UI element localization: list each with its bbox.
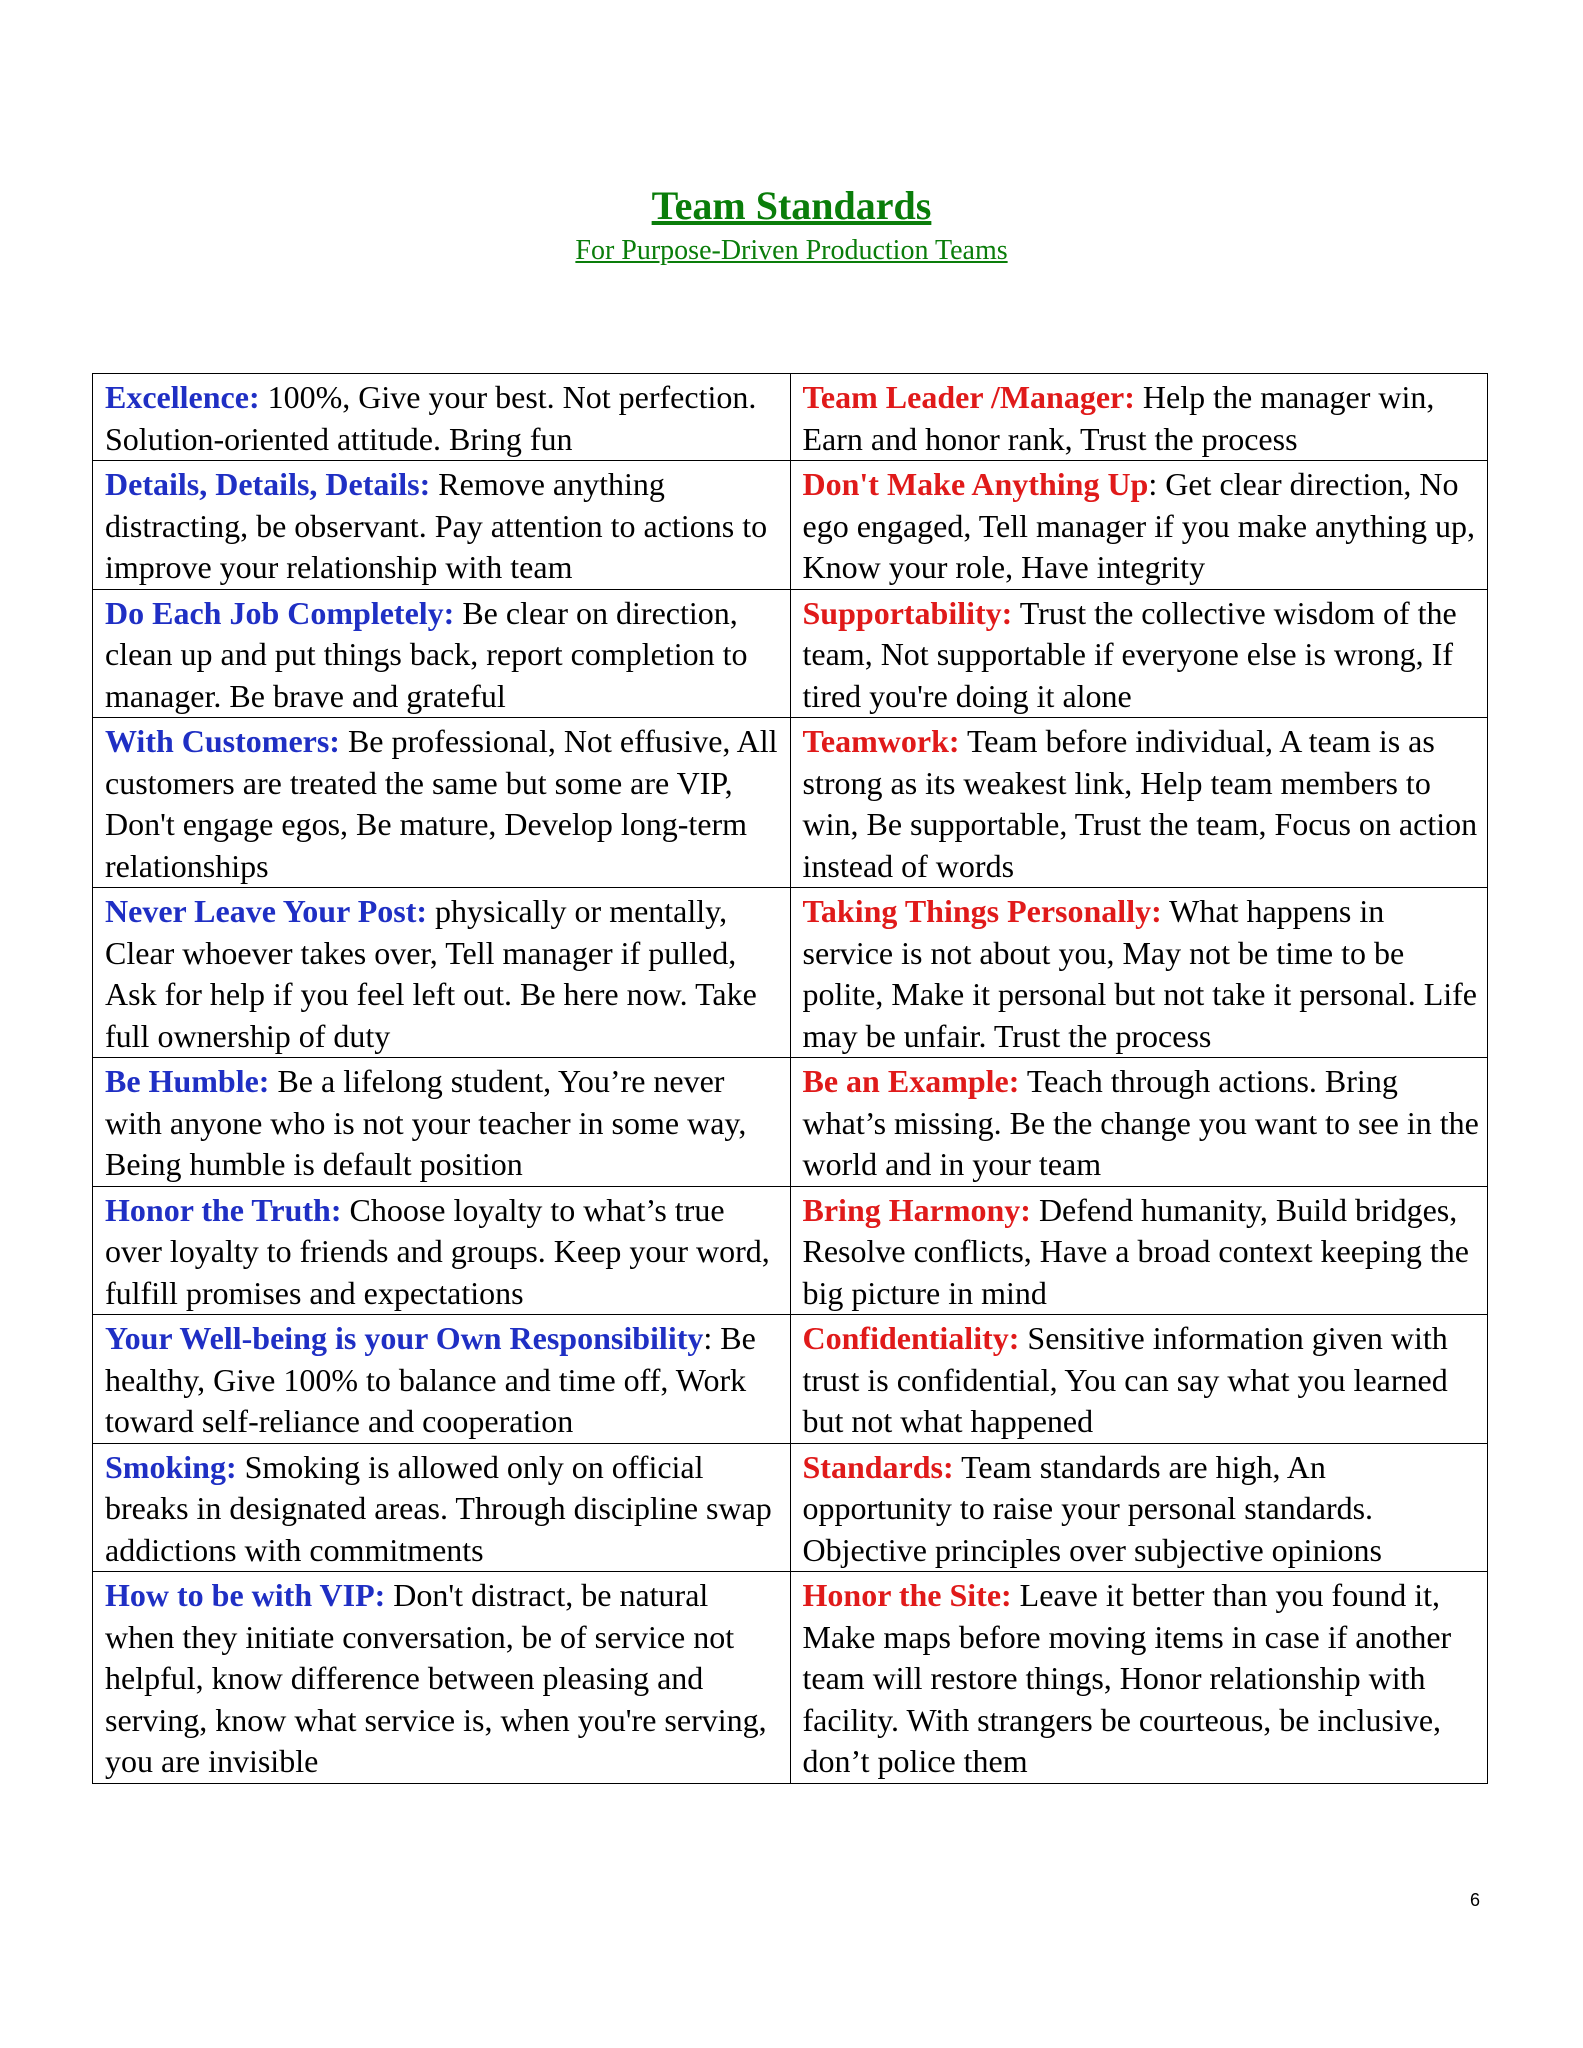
standard-label: Confidentiality: (802, 1320, 1020, 1356)
standard-cell-right (790, 718, 1488, 888)
standard-text: physically or mentally, Clear whoever takes over, Tell manager if pulled, Ask for help if you feel left out. Be here now. Take full ownership of duty (105, 893, 757, 1054)
standard-cell-right (790, 374, 1488, 461)
standard-cell-left (93, 374, 791, 461)
standard-label: Bring Harmony: (802, 1191, 1031, 1228)
standard-cell-right (790, 888, 1488, 1058)
standard-cell-left (93, 1572, 791, 1784)
standard-label: Excellence: (105, 379, 260, 415)
standard-text: Sensitive information given with trust is confidential, You can say what you learned but not what happened (802, 1320, 1448, 1439)
standard-label: Team Leader /Manager: (802, 379, 1135, 415)
standards-table (92, 373, 1488, 1784)
standard-cell-left (93, 888, 791, 1058)
standard-text: Leave it better than you found it, Make maps before moving items in case if another team will restore things, Honor relationship with facility. With strangers be courteous, be inclusive, don’t police them (802, 1577, 1452, 1779)
standard-label: Teamwork: (802, 723, 960, 759)
standard-text: Help the manager win, Earn and honor rank, Trust the process (802, 379, 1435, 457)
standard-label: Taking Things Personally: (802, 893, 1162, 929)
standard-text: Team before individual, A team is as strong as its weakest link, Help team members to win, Be supportable, Trust the team, Focus on action instead of words (802, 723, 1478, 884)
table-row (93, 461, 1488, 590)
table-row (93, 1058, 1488, 1187)
standard-text: Be professional, Not effusive, All customers are treated the same but some are VIP, Don't engage egos, Be mature, Develop long-term relationships (105, 723, 778, 884)
standard-cell-left (93, 1058, 791, 1187)
standard-label: Standards: (802, 1448, 954, 1485)
standard-label: Do Each Job Completely: (105, 594, 455, 631)
standard-cell-right (790, 1315, 1488, 1444)
standard-cell-right (790, 461, 1488, 590)
standard-text: Teach through actions. Bring what’s missing. Be the change you want to see in the world and in your team (802, 1063, 1479, 1182)
standard-text: Remove anything distracting, be observant. Pay attention to actions to improve your relationship with team (105, 466, 768, 585)
table-row (93, 1443, 1488, 1572)
standard-cell-left (93, 589, 791, 718)
standard-label: Smoking: (105, 1448, 237, 1485)
table-row (93, 1572, 1488, 1784)
standard-text: Be a lifelong student, You’re never with anyone who is not your teacher in some way, Being humble is default position (105, 1063, 747, 1182)
standard-cell-right (790, 1443, 1488, 1572)
standard-label: Honor the Site: (802, 1577, 1012, 1613)
standard-label: Don't Make Anything Up (802, 466, 1149, 502)
standard-cell-left (93, 1315, 791, 1444)
standard-label: Your Well-being is your Own Responsibility (105, 1320, 704, 1356)
table-row (93, 589, 1488, 718)
standard-text: Smoking is allowed only on official breaks in designated areas. Through discipline swap addictions with commitments (105, 1448, 772, 1568)
standard-label: Never Leave Your Post: (105, 893, 427, 929)
standard-label: Supportability: (802, 594, 1013, 631)
standard-label: Be an Example: (802, 1063, 1020, 1099)
standard-cell-left (93, 1443, 791, 1572)
standard-text: Defend humanity, Build bridges, Resolve conflicts, Have a broad context keeping the big picture in mind (802, 1191, 1469, 1311)
standard-text: What happens in service is not about you, May not be time to be polite, Make it personal but not take it personal. Life may be unfair. Trust the process (802, 893, 1477, 1054)
standard-label: How to be with VIP: (105, 1577, 386, 1613)
standard-cell-left (93, 1186, 791, 1315)
standard-text: 100%, Give your best. Not perfection. Solution-oriented attitude. Bring fun (105, 379, 757, 457)
standard-cell-right (790, 1572, 1488, 1784)
standard-text: Be clear on direction, clean up and put things back, report completion to manager. Be brave and grateful (105, 594, 748, 714)
page-title: Team Standards (651, 183, 932, 228)
standard-text: : Be healthy, Give 100% to balance and time off, Work toward self-reliance and cooperation (105, 1320, 756, 1439)
standard-label: Details, Details, Details: (105, 466, 431, 502)
table-row (93, 718, 1488, 888)
standard-text: Trust the collective wisdom of the team, Not supportable if everyone else is wrong, If tired you're doing it alone (802, 594, 1457, 714)
standard-cell-left (93, 461, 791, 590)
standard-text: Team standards are high, An opportunity to raise your personal standards. Objective principles over subjective opinions (802, 1448, 1382, 1568)
page-number: 6 (1470, 1890, 1481, 1910)
standard-label: Be Humble: (105, 1063, 270, 1099)
standard-label: Honor the Truth: (105, 1191, 342, 1228)
standard-cell-right (790, 1058, 1488, 1187)
table-row (93, 1315, 1488, 1444)
table-row (93, 374, 1488, 461)
standard-text: Don't distract, be natural when they initiate conversation, be of service not helpful, know difference between pleasing and serving, know what service is, when you're serving, you are invisible (105, 1577, 767, 1779)
standard-cell-left (93, 718, 791, 888)
standard-text: Choose loyalty to what’s true over loyalty to friends and groups. Keep your word, fulfill promises and expectations (105, 1191, 770, 1311)
standard-label: With Customers: (105, 723, 340, 759)
standard-cell-right (790, 589, 1488, 718)
table-row (93, 888, 1488, 1058)
standard-cell-right (790, 1186, 1488, 1315)
standard-text: : Get clear direction, No ego engaged, Tell manager if you make anything up, Know your role, Have integrity (802, 466, 1476, 585)
table-row (93, 1186, 1488, 1315)
page-subtitle: For Purpose-Driven Production Teams (575, 235, 1008, 266)
